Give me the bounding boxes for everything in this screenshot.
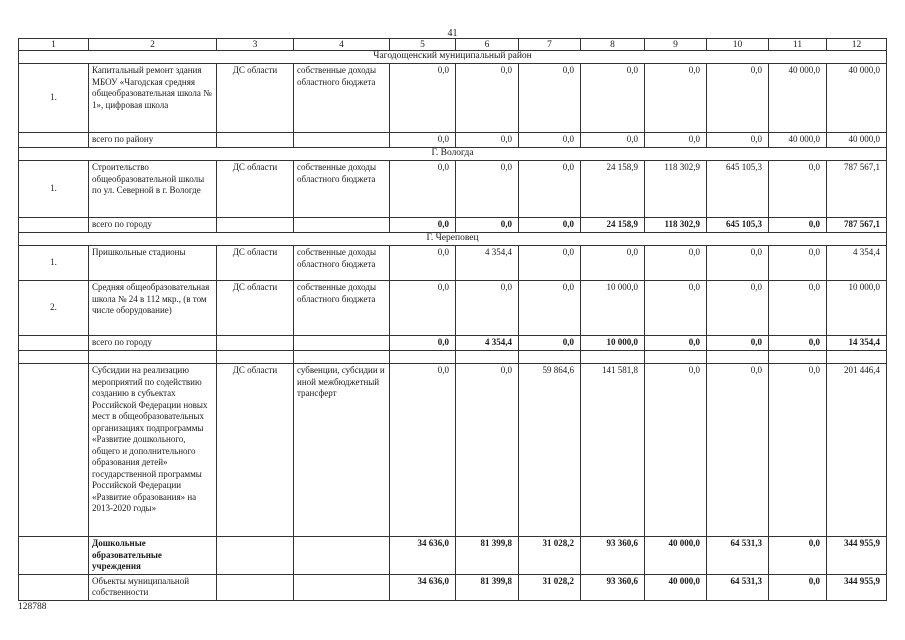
page-number: 41 — [447, 28, 458, 39]
value-cell: 40 000,0 — [769, 133, 827, 148]
document-code: 128788 — [18, 602, 47, 612]
value-cell: 0,0 — [769, 161, 827, 218]
value-cell: 0,0 — [707, 336, 769, 351]
spacer-cell — [89, 351, 217, 364]
value-cell: 0,0 — [645, 246, 707, 281]
value-cell: 0,0 — [456, 64, 519, 133]
object-name: Средняя общеобразовательная школа № 24 в 112 мкр., (в том числе оборудование) — [89, 281, 217, 336]
spacer-cell — [519, 351, 581, 364]
total-row — [19, 336, 887, 351]
value-cell: 0,0 — [769, 218, 827, 233]
value-cell: 0,0 — [390, 364, 456, 537]
table-row — [19, 161, 887, 218]
value-cell: 141 581,8 — [581, 364, 645, 537]
summary-row — [19, 537, 887, 575]
spacer-cell — [645, 351, 707, 364]
object-name: Капитальный ремонт здания МБОУ «Чагодская средняя общеобразовательная школа № 1», цифровая школа — [89, 64, 217, 133]
total-label: всего по району — [89, 133, 217, 148]
value-cell: 0,0 — [456, 364, 519, 537]
value-cell: 0,0 — [581, 133, 645, 148]
spacer-cell — [456, 351, 519, 364]
summary-row — [19, 574, 887, 600]
funding-source: собственные доходы областного бюджета — [294, 246, 390, 281]
spacer-cell — [707, 351, 769, 364]
value-cell: 0,0 — [645, 133, 707, 148]
value-cell: 34 636,0 — [390, 537, 456, 575]
spacer-cell — [19, 351, 89, 364]
value-cell: 10 000,0 — [581, 281, 645, 336]
value-cell: 0,0 — [390, 133, 456, 148]
value-cell: 0,0 — [519, 246, 581, 281]
value-cell: 0,0 — [581, 246, 645, 281]
spacer-cell — [217, 351, 294, 364]
value-cell: 0,0 — [581, 64, 645, 133]
total-row — [19, 218, 887, 233]
value-cell: 0,0 — [769, 364, 827, 537]
column-header: 1 — [19, 39, 89, 51]
value-cell: 4 354,4 — [456, 336, 519, 351]
value-cell: 0,0 — [390, 218, 456, 233]
total-empty — [294, 133, 390, 148]
value-cell: 344 955,9 — [827, 537, 887, 575]
value-cell: 0,0 — [645, 64, 707, 133]
column-header: 4 — [294, 39, 390, 51]
row-number — [19, 364, 89, 537]
column-header: 2 — [89, 39, 217, 51]
value-cell: 0,0 — [769, 537, 827, 575]
value-cell: 4 354,4 — [456, 246, 519, 281]
value-cell: 0,0 — [645, 336, 707, 351]
summary-empty — [19, 574, 89, 600]
summary-empty — [217, 574, 294, 600]
value-cell: 0,0 — [707, 246, 769, 281]
customer: ДС области — [217, 161, 294, 218]
funding-source: собственные доходы областного бюджета — [294, 64, 390, 133]
total-empty — [294, 218, 390, 233]
table-row — [19, 281, 887, 336]
value-cell: 10 000,0 — [827, 281, 887, 336]
table-row — [19, 246, 887, 281]
value-cell: 0,0 — [390, 281, 456, 336]
value-cell: 0,0 — [707, 64, 769, 133]
summary-empty — [294, 537, 390, 575]
value-cell: 59 864,6 — [519, 364, 581, 537]
value-cell: 4 354,4 — [827, 246, 887, 281]
section-title: Г. Череповец — [19, 233, 887, 246]
budget-table — [18, 38, 887, 601]
value-cell: 0,0 — [707, 133, 769, 148]
value-cell: 0,0 — [390, 246, 456, 281]
value-cell: 14 354,4 — [827, 336, 887, 351]
value-cell: 0,0 — [390, 64, 456, 133]
object-name: Строительство общеобразовательной школы по ул. Северной в г. Вологде — [89, 161, 217, 218]
section-title-row — [19, 51, 887, 64]
spacer-cell — [581, 351, 645, 364]
total-row — [19, 133, 887, 148]
column-header: 6 — [456, 39, 519, 51]
subsidy-row — [19, 364, 887, 537]
funding-source: собственные доходы областного бюджета — [294, 161, 390, 218]
column-header: 10 — [707, 39, 769, 51]
value-cell: 0,0 — [519, 336, 581, 351]
value-cell: 344 955,9 — [827, 574, 887, 600]
value-cell: 201 446,4 — [827, 364, 887, 537]
value-cell: 118 302,9 — [645, 161, 707, 218]
customer: ДС области — [217, 281, 294, 336]
customer: ДС области — [217, 64, 294, 133]
object-name: Пришкольные стадионы — [89, 246, 217, 281]
customer: ДС области — [217, 364, 294, 537]
value-cell: 0,0 — [769, 281, 827, 336]
value-cell: 64 531,3 — [707, 574, 769, 600]
object-name: Субсидии на реализацию мероприятий по содействию созданию в субъектах Российской Федерации новых мест в общеобразовательных организациях подпрограммы «Развитие дошкольного, общего и дополнительного образования детей» государственной программы Российской Федерации «Развитие образования» на 2013-2020 годы» — [89, 364, 217, 537]
value-cell: 0,0 — [707, 364, 769, 537]
column-header: 12 — [827, 39, 887, 51]
value-cell: 0,0 — [707, 281, 769, 336]
customer: ДС области — [217, 246, 294, 281]
column-header: 7 — [519, 39, 581, 51]
value-cell: 93 360,6 — [581, 537, 645, 575]
value-cell: 31 028,2 — [519, 537, 581, 575]
section-title-row — [19, 233, 887, 246]
value-cell: 0,0 — [645, 364, 707, 537]
funding-source: субвенции, субсидии и иной межбюджетный трансферт — [294, 364, 390, 537]
value-cell: 645 105,3 — [707, 161, 769, 218]
value-cell: 0,0 — [519, 133, 581, 148]
total-empty — [19, 218, 89, 233]
section-title-row — [19, 148, 887, 161]
value-cell: 0,0 — [390, 161, 456, 218]
value-cell: 645 105,3 — [707, 218, 769, 233]
value-cell: 787 567,1 — [827, 218, 887, 233]
value-cell: 40 000,0 — [645, 574, 707, 600]
value-cell: 0,0 — [519, 64, 581, 133]
spacer-cell — [769, 351, 827, 364]
column-header-row — [19, 39, 887, 51]
table-row — [19, 64, 887, 133]
column-header: 3 — [217, 39, 294, 51]
section-title: Чагодощенский муниципальный район — [19, 51, 887, 64]
total-empty — [217, 336, 294, 351]
spacer-cell — [294, 351, 390, 364]
summary-empty — [217, 537, 294, 575]
row-number: 1. — [19, 64, 89, 133]
column-header: 5 — [390, 39, 456, 51]
value-cell: 0,0 — [456, 218, 519, 233]
value-cell: 40 000,0 — [645, 537, 707, 575]
value-cell: 0,0 — [519, 281, 581, 336]
value-cell: 0,0 — [645, 281, 707, 336]
value-cell: 40 000,0 — [827, 64, 887, 133]
summary-label: Объекты муниципальной собственности — [89, 574, 217, 600]
value-cell: 787 567,1 — [827, 161, 887, 218]
value-cell: 0,0 — [519, 161, 581, 218]
spacer-cell — [827, 351, 887, 364]
value-cell: 31 028,2 — [519, 574, 581, 600]
value-cell: 0,0 — [769, 246, 827, 281]
column-header: 11 — [769, 39, 827, 51]
total-empty — [217, 133, 294, 148]
total-empty — [19, 133, 89, 148]
column-header: 8 — [581, 39, 645, 51]
value-cell: 118 302,9 — [645, 218, 707, 233]
value-cell: 64 531,3 — [707, 537, 769, 575]
value-cell: 0,0 — [456, 161, 519, 218]
value-cell: 93 360,6 — [581, 574, 645, 600]
row-number: 2. — [19, 281, 89, 336]
value-cell: 24 158,9 — [581, 161, 645, 218]
summary-empty — [19, 537, 89, 575]
spacer-cell — [390, 351, 456, 364]
summary-empty — [294, 574, 390, 600]
value-cell: 40 000,0 — [769, 64, 827, 133]
value-cell: 81 399,8 — [456, 574, 519, 600]
total-empty — [217, 218, 294, 233]
value-cell: 0,0 — [456, 133, 519, 148]
value-cell: 40 000,0 — [827, 133, 887, 148]
value-cell: 0,0 — [390, 336, 456, 351]
funding-source: собственные доходы областного бюджета — [294, 281, 390, 336]
total-label: всего по городу — [89, 218, 217, 233]
spacer-row — [19, 351, 887, 364]
value-cell: 0,0 — [519, 218, 581, 233]
row-number: 1. — [19, 246, 89, 281]
value-cell: 34 636,0 — [390, 574, 456, 600]
value-cell: 0,0 — [456, 281, 519, 336]
section-title: Г. Вологда — [19, 148, 887, 161]
total-empty — [19, 336, 89, 351]
value-cell: 0,0 — [769, 574, 827, 600]
value-cell: 81 399,8 — [456, 537, 519, 575]
total-empty — [294, 336, 390, 351]
row-number: 1. — [19, 161, 89, 218]
value-cell: 24 158,9 — [581, 218, 645, 233]
value-cell: 10 000,0 — [581, 336, 645, 351]
summary-label: Дошкольные образовательные учреждения — [89, 537, 217, 575]
total-label: всего по городу — [89, 336, 217, 351]
value-cell: 0,0 — [769, 336, 827, 351]
column-header: 9 — [645, 39, 707, 51]
